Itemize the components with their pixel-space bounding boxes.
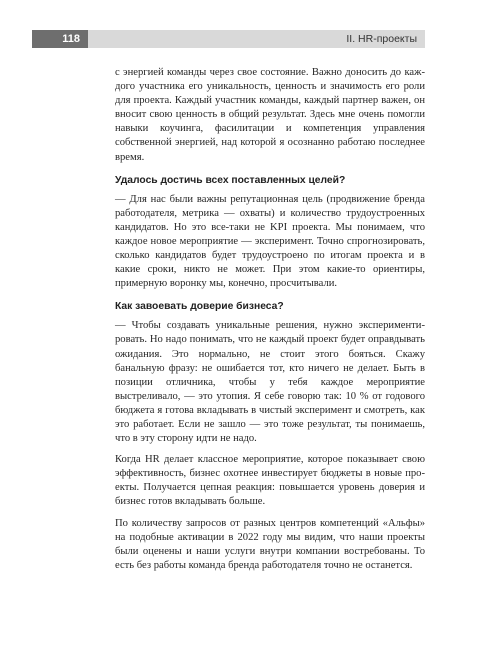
question-heading-1: Удалось достичь всех поставленных целей? xyxy=(115,174,346,186)
paragraph-2: Когда HR делает классное мероприятие, которое показывает свою эффективность, бизнес охотнее инвестирует бюджеты в новые проекты. Получается цепная реакция: повышается уровень доверия и бизнес готов вкладывать больше. xyxy=(115,454,425,508)
paragraph-3: По количеству запросов от разных центров компетенций «Альфы» на подобные активации в 2022 году мы видим, что наши проекты были оценены и наши услуги внутри компании востребованы. То есть без работы команда бренда работодателя точно не останется. xyxy=(115,517,425,571)
running-head xyxy=(0,30,480,48)
question-heading-2: Как завоевать доверие бизнеса? xyxy=(115,301,284,313)
paragraph-1: с энергией команды через свое состояние. Важно доносить до каждого участника его уникальность, ценность и значимость его роли для проекта. Каждый участник команды, каждый партнер важен, он вносит свою ценность в общий результат. Здесь мне очень помогли навыки коучинга, фасилитации и компетенция управления собственной энергией, над которой я осознанно работаю последнее время. xyxy=(115,67,425,163)
page-number: 118 xyxy=(32,30,88,48)
answer-paragraph-1: — Для нас были важны репутационная цель (продвижение бренда работодателя, метрика — охваты) и количество трудоустроенных кандидатов. Но это все-таки не KPI проекта. Мы понимаем, что каждое новое мероприятие — эксперимент. Точно спрогнозировать, сколько кандидатов будет трудоустроено по итогам проекта и в какие сроки, никто не может. При этом какие-то ориентиры, примерную воронку мы, конечно, просчитывали. xyxy=(115,193,425,290)
page-body xyxy=(115,66,425,573)
answer-paragraph-2: — Чтобы создавать уникальные решения, нужно экспериментировать. Но надо понимать, что не каждый проект будет оправдывать ожидания. Это нормально, не стоит этого бояться. Скажу банальную фразу: не ошибается тот, кто ничего не делает. Быть в позиции отличника, чтобы у тебя каждое мероприятие выстреливало, — это утопия. Я себе говорю так: 10 % от годового бюджета я готова вкладывать в чистый эксперимент и смотреть, как это работает. Если не зашло — это тоже результат, ты понимаешь, что в эту сторону идти не надо. xyxy=(115,320,425,445)
running-head-bar xyxy=(88,30,425,48)
section-title: II. HR-проекты xyxy=(346,33,417,45)
